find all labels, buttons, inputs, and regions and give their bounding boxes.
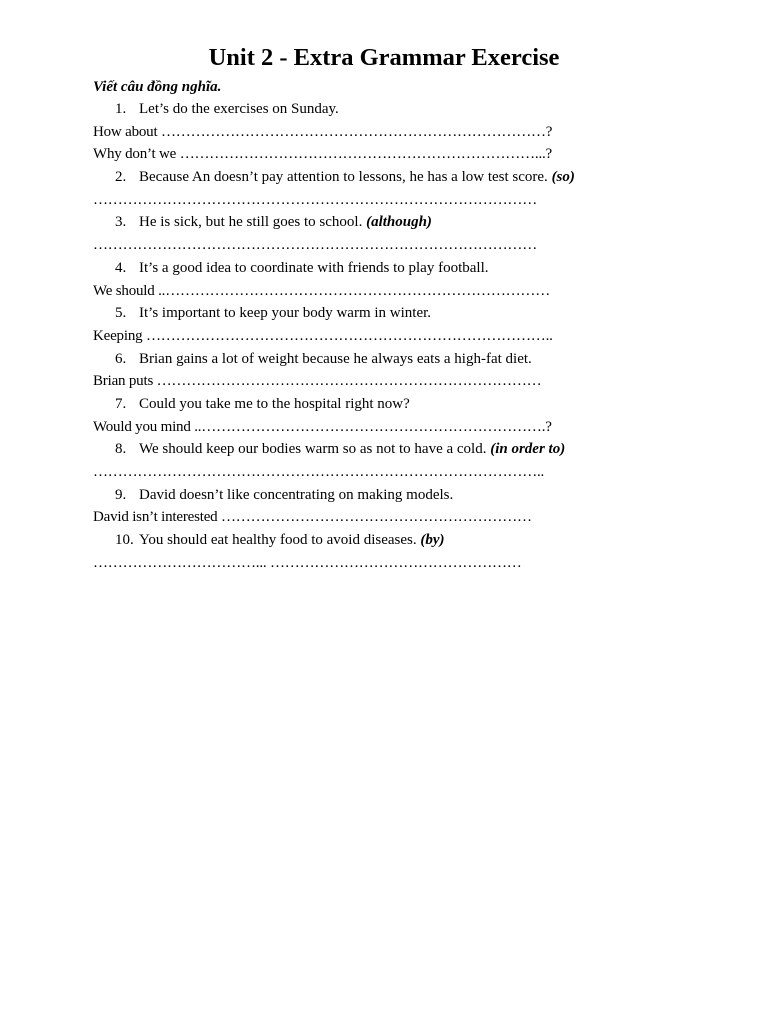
exercise-prompt	[93, 484, 733, 507]
exercise-prompt	[93, 98, 733, 121]
exercise-sentence: Because An doesn’t pay attention to lessons, he has a low test score.	[139, 169, 548, 186]
exercise-number: 5.	[115, 305, 127, 322]
exercise-sentence: We should keep our bodies warm so as not to have a cold.	[139, 441, 487, 458]
exercise-item	[93, 484, 733, 529]
answer-line: ………………………………………………………………………………..	[93, 464, 545, 480]
answer-line: ……………………………... ……………………………………………	[93, 554, 522, 571]
answer-line: David isn’t interested ………………………………………………………	[93, 509, 532, 526]
exercise-number: 4.	[115, 259, 127, 276]
exercise-prompt	[93, 302, 733, 325]
answer-line: We should ..……………………………………………………………………	[93, 282, 551, 299]
answer-line: ………………………………………………………………………………	[93, 237, 538, 254]
exercise-prompt	[93, 393, 733, 416]
exercise-prompt	[93, 166, 733, 189]
exercise-item	[93, 98, 733, 166]
answer-line: Why don’t we ………………………………………………………………...?	[93, 146, 552, 163]
answer-line: Would you mind ..…………………………………………………………….?	[93, 418, 552, 435]
exercise-item	[93, 348, 733, 393]
exercise-sentence: It’s important to keep your body warm in winter.	[139, 305, 432, 322]
exercise-prompt	[93, 348, 733, 371]
exercise-sentence: David doesn’t like concentrating on making models.	[139, 486, 454, 503]
exercise-prompt	[93, 257, 733, 280]
exercise-number: 8.	[115, 441, 127, 458]
exercise-sentence: He is sick, but he still goes to school.	[139, 214, 363, 231]
exercise-item	[93, 393, 733, 438]
exercise-hint: (by)	[420, 532, 445, 549]
exercise-number: 9.	[115, 486, 127, 503]
exercise-item	[93, 529, 733, 574]
exercise-number: 7.	[115, 395, 127, 412]
answer-line: How about ……………………………………………………………………?	[93, 123, 553, 140]
worksheet-page	[93, 40, 733, 574]
exercise-number: 2.	[115, 169, 127, 186]
exercise-sentence: Let’s do the exercises on Sunday.	[139, 101, 339, 117]
exercise-item	[93, 302, 733, 347]
page-title: Unit 2 - Extra Grammar Exercise	[208, 44, 560, 71]
exercise-number: 1.	[115, 101, 127, 117]
answer-line: ………………………………………………………………………………	[93, 191, 538, 208]
exercise-prompt	[93, 211, 733, 234]
answer-line: Keeping ………………………………………………………………………..	[93, 327, 553, 344]
exercise-sentence: You should eat healthy food to avoid diseases.	[139, 532, 417, 549]
instruction-text: Viết câu đồng nghĩa.	[93, 79, 222, 95]
exercise-number: 6.	[115, 350, 127, 367]
exercise-sentence: Could you take me to the hospital right now?	[139, 395, 410, 412]
exercise-item	[93, 211, 733, 256]
exercise-sentence: It’s a good idea to coordinate with friends to play football.	[139, 259, 489, 276]
exercise-item	[93, 257, 733, 302]
answer-line: Brian puts ……………………………………………………………………	[93, 373, 542, 390]
exercise-number: 3.	[115, 214, 127, 231]
exercise-sentence: Brian gains a lot of weight because he always eats a high-fat diet.	[139, 350, 532, 367]
exercise-prompt	[93, 529, 733, 552]
exercise-hint: (although)	[366, 214, 432, 231]
exercise-number: 10.	[115, 532, 134, 549]
exercise-hint: (so)	[551, 169, 575, 186]
exercise-list	[93, 98, 733, 574]
exercise-hint: (in order to)	[490, 441, 566, 458]
exercise-item	[93, 438, 733, 483]
exercise-prompt	[93, 438, 733, 461]
exercise-item	[93, 166, 733, 211]
